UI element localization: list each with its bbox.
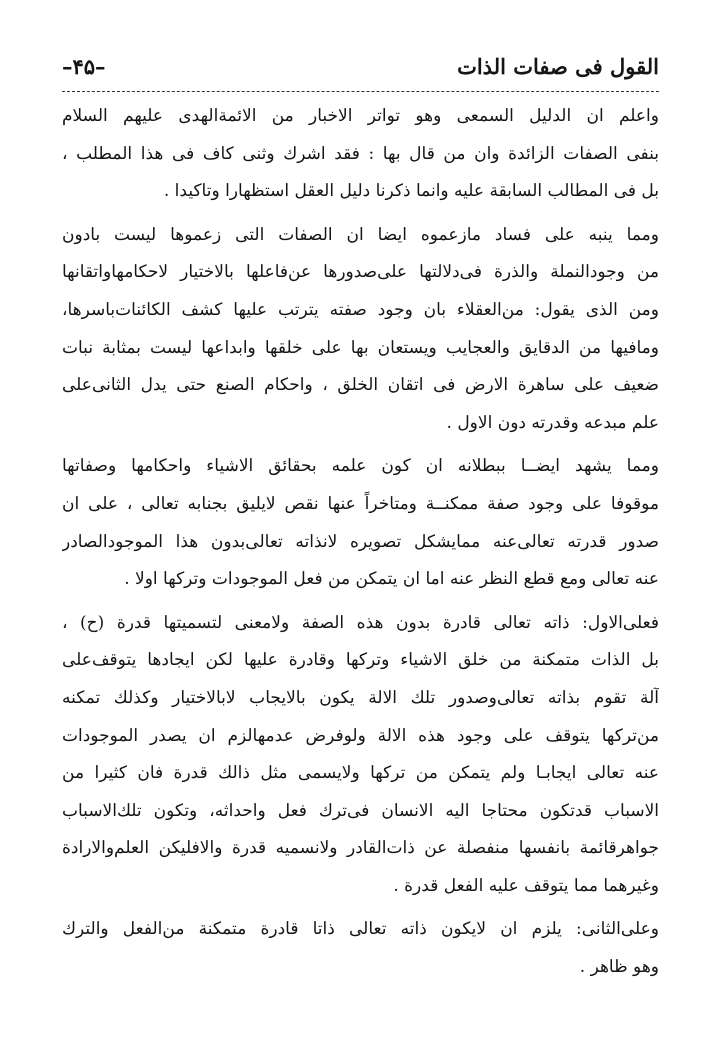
text-line: الاسباب قدتكون محتاجا اليه الانسان فى‌ترك فعل واحداثه، وتكون تلك‌الاسباب	[62, 800, 659, 821]
text-line: وغيرهما مما يتوقف عليه الفعل قدرة .	[393, 875, 659, 896]
page-header	[62, 48, 659, 88]
page-body	[62, 98, 659, 987]
text-line: بل فى المطالب السابقة عليه وانما ذكرنا دليل العقل استظهارا وتاكيدا .	[163, 181, 659, 202]
paragraph	[62, 98, 659, 211]
text-line: واعلم ان الدليل السمعى وهو تواتر الاخبار من الائمةالهدى عليهم السلام	[62, 106, 659, 126]
text-line: آلة تقوم بذاته تعالى‌وصدور تلك الالة يكون بالايجاب لابالاختيار وكذلك تمكنه	[62, 687, 659, 708]
text-line: وهو ظاهر .	[579, 957, 659, 978]
page-number: –۴۵–	[62, 54, 106, 79]
text-line: ومما يشهد ايضــا ببطلانه ان كون علمه بحقائق الاشياء واحكامها وصفاتها	[62, 456, 659, 477]
text-line: بل الذات متمكنة من خلق الاشياء وتركها وقادرة عليها لكن ايجادها يتوقف‌على	[62, 650, 659, 671]
paragraph	[62, 448, 659, 598]
text-line: ضعيف على ساهرة الارض فى اتقان الخلق ، واحكام الصنع حتى يدل الثانى‌على	[62, 375, 659, 396]
text-line: فعلى‌الاول: ذاته تعالى قادرة بدون هذه الصفة ولامعنى لتسميتها قدرة (ح) ،	[62, 612, 659, 633]
text-line: ومن الذى يقول: من‌العقلاء بان وجود صفته يترتب عليها كشف الكائنات‌باسرها،	[62, 299, 659, 320]
text-line: جواهرقائمة بانفسها منفصلة عن ذات‌القادر ولانسميه قدرة والافليكن العلم‌والارادة	[62, 838, 659, 859]
text-line: من‌تركها يتوقف على وجود هذه الالة ولوفرض عدمهالزم ان يصدر الموجودات	[62, 725, 659, 746]
text-line: صدور قدرته تعالى‌عنه ممايشكل تصويره لانذاته تعالى‌بدون هذا الموجودالصادر	[62, 531, 659, 552]
text-line: بنفى الصفات الزائدة وان من قال بها : فقد اشرك وثنى كاف فى هذا المطلب ،	[62, 143, 659, 164]
text-line: وعلى‌الثانى: يلزم ان لايكون ذاته تعالى ذاتا قادرة متمكنة من‌الفعل والترك	[62, 919, 659, 940]
paragraph	[62, 605, 659, 906]
text-line: موقوفا على وجود صفة ممكنــة ومتاخراً عنها نقص لايليق بجنابه تعالى ، على ان	[62, 493, 659, 514]
header-divider	[62, 91, 659, 92]
running-title: القول فى صفات الذات	[457, 54, 659, 79]
text-line: علم مبدعه وقدرته دون الاول .	[446, 412, 659, 433]
text-line: من وجودالنملة والذرة فى‌دلالتها على‌صدورها عن‌فاعلها بالاختيار لاحكامهاواتقانها	[62, 262, 659, 283]
paragraph	[62, 911, 659, 986]
text-line: عنه تعالى ومع قطع النظر عنه اما ان يتمكن من فعل الموجودات وتركها اولا .	[124, 569, 659, 590]
text-line: عنه تعالى ايجابـا ولم يتمكن من تركها ولايسمى مثل ذالك قدرة فان كثيرا من	[62, 763, 659, 784]
text-line: ومما ينبه على فساد مازعموه ايضا ان الصفات التى زعموها ليست بادون	[62, 224, 659, 245]
text-line: ومافيها من الدقايق والعجايب ويستعان بها على خلقها وابداعها ليست بمثابة نبات	[62, 337, 659, 358]
paragraph	[62, 217, 659, 443]
